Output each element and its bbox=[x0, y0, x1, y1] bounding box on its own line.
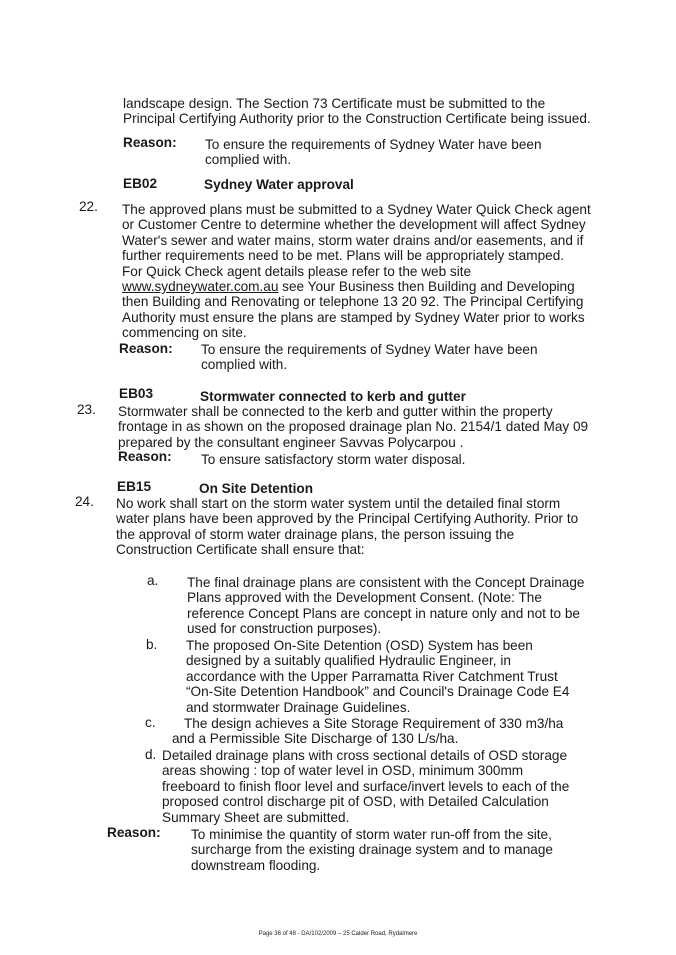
text-line: Stormwater shall be connected to the kerb and gutter within the property bbox=[118, 404, 553, 419]
reason-text: To ensure satisfactory storm water disposal. bbox=[201, 452, 466, 467]
condition-code: EB15 bbox=[117, 479, 152, 494]
condition-title: Sydney Water approval bbox=[204, 177, 354, 192]
text-line: landscape design. The Section 73 Certificate must be submitted to the bbox=[123, 96, 546, 111]
text-line: Construction Certificate shall ensure that: bbox=[116, 542, 365, 558]
text-line: freeboard to finish floor level and surface/invert levels to each of the bbox=[162, 778, 570, 794]
reason-label: Reason: bbox=[107, 825, 161, 840]
list-item bbox=[187, 575, 587, 637]
condition-number: 24. bbox=[75, 494, 94, 509]
reason-text bbox=[201, 342, 592, 373]
text-line: the approval of storm water drainage plans, the person issuing the bbox=[116, 526, 515, 542]
text-line: water plans have been approved by the Principal Certifying Authority. Prior to bbox=[116, 511, 579, 527]
list-marker: c. bbox=[145, 715, 156, 730]
text-line: surcharge from the existing drainage system and to manage bbox=[191, 842, 553, 858]
condition-code: EB02 bbox=[123, 176, 158, 191]
list-marker: b. bbox=[146, 637, 158, 652]
text-line: commencing on site. bbox=[122, 325, 247, 341]
sydney-water-link[interactable]: www.sydneywater.com.au bbox=[122, 279, 279, 295]
text-line: complied with. bbox=[205, 152, 292, 168]
text-line: designed by a suitably qualified Hydraulic Engineer, in bbox=[186, 653, 511, 669]
text-line: further requirements need to be met. Plans will be appropriately stamped. bbox=[122, 248, 565, 264]
text-line bbox=[122, 279, 596, 294]
list-marker: d. bbox=[145, 747, 157, 762]
text-line: Summary Sheet are submitted. bbox=[162, 809, 350, 825]
text-line: No work shall start on the storm water system until the detailed final storm bbox=[116, 496, 561, 511]
text-line: Detailed drainage plans with cross sectional details of OSD storage bbox=[162, 748, 568, 763]
text-line: reference Concept Plans are concept in nature only and not to be bbox=[187, 605, 580, 621]
text-line: complied with. bbox=[201, 357, 288, 373]
reason-label: Reason: bbox=[118, 449, 172, 464]
text-line: The approved plans must be submitted to a Sydney Water Quick Check agent bbox=[122, 202, 591, 217]
text-line: The proposed On-Site Detention (OSD) System has been bbox=[186, 638, 533, 653]
text-line: To ensure the requirements of Sydney Water have been bbox=[201, 342, 538, 357]
text-line: For Quick Check agent details please refer to the web site bbox=[122, 263, 472, 279]
condition-code: EB03 bbox=[119, 386, 154, 401]
reason-text bbox=[205, 137, 595, 168]
text-line: and a Permissible Site Discharge of 130 L/s/ha. bbox=[172, 731, 459, 747]
intro-paragraph bbox=[123, 96, 595, 127]
text-line: The design achieves a Site Storage Requirement of 330 m3/ha bbox=[184, 716, 564, 731]
condition-title: On Site Detention bbox=[199, 481, 314, 496]
text-line: then Building and Renovating or telephone 13 20 92. The Principal Certifying bbox=[122, 294, 584, 310]
condition-body bbox=[118, 404, 590, 450]
condition-body bbox=[122, 202, 596, 341]
condition-number: 22. bbox=[79, 199, 98, 214]
text-line: Principal Certifying Authority prior to the Construction Certificate being issued. bbox=[123, 111, 591, 127]
text-line: frontage in as shown on the proposed drainage plan No. 2154/1 dated May 09 bbox=[118, 419, 589, 435]
text-line: used for construction purposes). bbox=[187, 621, 382, 637]
text-line: The final drainage plans are consistent with the Concept Drainage bbox=[187, 575, 585, 590]
condition-body bbox=[116, 496, 588, 558]
condition-title: Stormwater connected to kerb and gutter bbox=[200, 389, 466, 404]
text-line: areas showing : top of water level in OSD, minimum 300mm bbox=[162, 763, 524, 779]
text-line: “On-Site Detention Handbook” and Council's Drainage Code E4 bbox=[186, 684, 570, 700]
reason-label: Reason: bbox=[119, 341, 173, 356]
text-line: proposed control discharge pit of OSD, with Detailed Calculation bbox=[162, 794, 549, 810]
reason-label: Reason: bbox=[123, 135, 177, 150]
text-line: accordance with the Upper Parramatta River Catchment Trust bbox=[186, 668, 558, 684]
text-line: To minimise the quantity of storm water run-off from the site, bbox=[191, 827, 552, 842]
text-line: To ensure the requirements of Sydney Water have been bbox=[205, 137, 542, 152]
list-item bbox=[186, 638, 586, 715]
reason-text bbox=[191, 827, 582, 873]
page-footer: Page 36 of 48 - DA/102/2009 – 25 Calder Road, Rydalmere bbox=[258, 931, 418, 937]
text-line: prepared by the consultant engineer Savvas Polycarpou . bbox=[118, 434, 464, 450]
text-fragment: see Your Business then Building and Developing bbox=[278, 279, 575, 295]
list-item bbox=[162, 748, 585, 825]
list-item bbox=[172, 716, 585, 747]
text-line: or Customer Centre to determine whether the development will affect Sydney bbox=[122, 217, 586, 233]
text-line: downstream flooding. bbox=[191, 857, 321, 873]
condition-number: 23. bbox=[77, 402, 96, 417]
text-line: and stormwater Drainage Guidelines. bbox=[186, 699, 411, 715]
text-line: Plans approved with the Development Consent. (Note: The bbox=[187, 590, 542, 606]
text-line: Water's sewer and water mains, storm water drains and/or easements, and if bbox=[122, 232, 584, 248]
text-line: Authority must ensure the plans are stamped by Sydney Water prior to works bbox=[122, 309, 585, 325]
list-marker: a. bbox=[147, 573, 159, 588]
